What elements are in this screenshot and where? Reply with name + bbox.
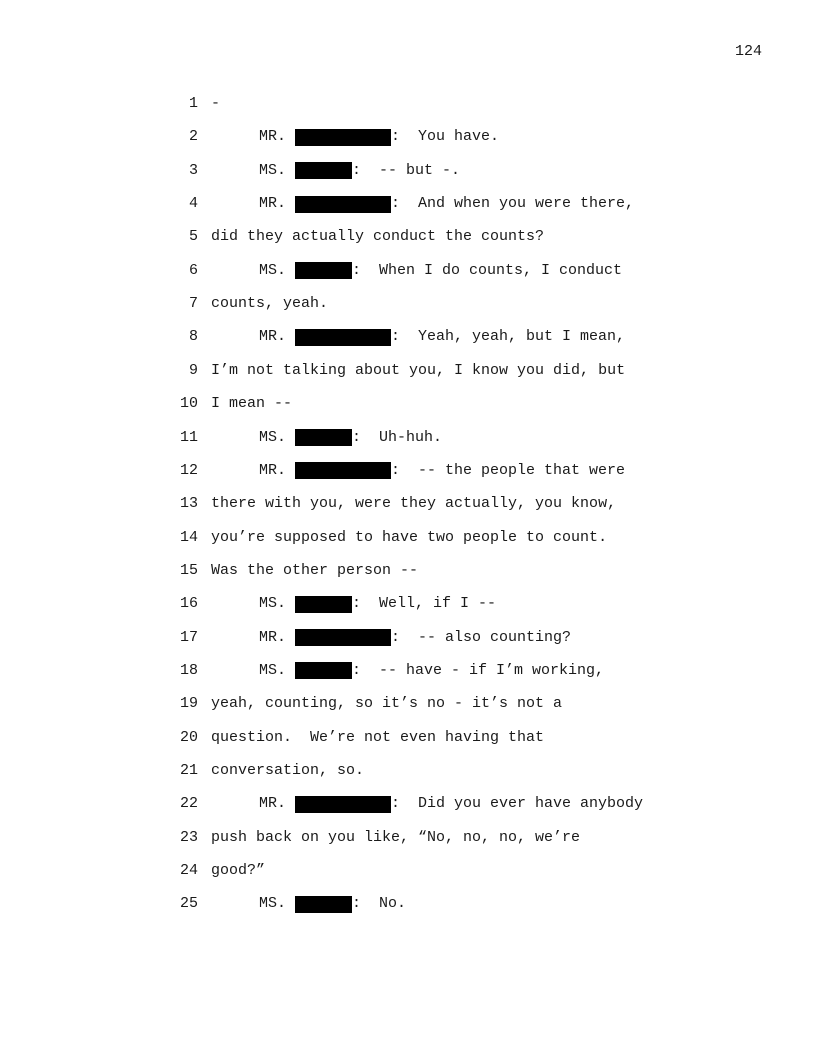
- line-text: [211, 495, 616, 513]
- text-segment: yeah, counting, so it’s no - it’s not a: [211, 695, 563, 713]
- line-number: 19: [179, 695, 198, 713]
- line-text: [259, 662, 604, 680]
- line-text: [259, 595, 496, 613]
- line-text: [259, 462, 625, 480]
- transcript-line: [0, 862, 816, 880]
- transcript-line: [0, 829, 816, 847]
- transcript-line: [0, 395, 816, 413]
- transcript-line: [0, 162, 816, 180]
- line-text: [259, 128, 499, 146]
- transcript-line: [0, 362, 816, 380]
- text-segment: : No.: [352, 895, 407, 913]
- line-text: [211, 695, 562, 713]
- text-segment: MR.: [259, 461, 296, 479]
- transcript-line: [0, 462, 816, 480]
- text-segment: MS.: [259, 261, 296, 279]
- line-number: 23: [179, 828, 198, 846]
- redaction-box: [295, 596, 352, 613]
- line-number: 24: [179, 862, 198, 880]
- line-number: 18: [179, 661, 198, 679]
- transcript-line: [0, 95, 816, 113]
- line-text: [211, 295, 328, 313]
- text-segment: MR.: [259, 795, 296, 813]
- line-number: 16: [179, 595, 198, 613]
- line-number: 17: [179, 628, 198, 646]
- line-text: [259, 795, 643, 813]
- line-number: 25: [179, 895, 198, 913]
- transcript-line: [0, 662, 816, 680]
- text-segment: good?”: [211, 862, 266, 880]
- line-number: 3: [188, 161, 198, 179]
- text-segment: counts, yeah.: [211, 295, 329, 313]
- text-segment: did they actually conduct the counts?: [211, 228, 545, 246]
- text-segment: : -- the people that were: [391, 461, 626, 479]
- line-number: 6: [188, 261, 198, 279]
- text-segment: : Yeah, yeah, but I mean,: [391, 328, 626, 346]
- transcript-line: [0, 328, 816, 346]
- line-number: 2: [188, 128, 198, 146]
- text-segment: MR.: [259, 628, 296, 646]
- line-text: [211, 562, 418, 580]
- text-segment: MS.: [259, 595, 296, 613]
- line-text: [259, 328, 625, 346]
- transcript-line: [0, 495, 816, 513]
- text-segment: : When I do counts, I conduct: [352, 261, 623, 279]
- transcript-line: [0, 895, 816, 913]
- line-text: [259, 629, 571, 647]
- line-number: 15: [179, 561, 198, 579]
- text-segment: : Well, if I --: [352, 595, 497, 613]
- line-text: [211, 862, 265, 880]
- redaction-box: [295, 196, 391, 213]
- transcript-line: [0, 695, 816, 713]
- transcript-line: [0, 795, 816, 813]
- text-segment: Was the other person --: [211, 561, 419, 579]
- transcript-line: [0, 529, 816, 547]
- text-segment: conversation, so.: [211, 762, 365, 779]
- line-number: 12: [179, 461, 198, 479]
- text-segment: : Did you ever have anybody: [391, 795, 644, 813]
- line-number: 10: [179, 395, 198, 413]
- text-segment: you’re supposed to have two people to count.: [211, 528, 608, 546]
- line-number: 1: [188, 95, 198, 112]
- text-segment: : -- but -.: [352, 161, 461, 179]
- text-segment: I’m not talking about you, I know you did, but: [211, 361, 626, 379]
- line-number: 13: [179, 495, 198, 513]
- text-segment: : -- also counting?: [391, 628, 572, 646]
- redaction-box: [295, 662, 352, 679]
- transcript-line: [0, 228, 816, 246]
- line-text: [211, 228, 544, 246]
- transcript-line: [0, 729, 816, 747]
- redaction-box: [295, 896, 352, 913]
- line-text: [259, 429, 442, 447]
- line-text: [211, 529, 607, 547]
- text-segment: MS.: [259, 895, 296, 913]
- line-text: [211, 362, 625, 380]
- transcript-line: [0, 762, 816, 780]
- line-number: 14: [179, 528, 198, 546]
- line-number: 8: [188, 328, 198, 346]
- line-number: 5: [188, 228, 198, 246]
- transcript-line: [0, 562, 816, 580]
- line-number: 22: [179, 795, 198, 813]
- redaction-box: [295, 429, 352, 446]
- text-segment: : You have.: [391, 128, 500, 146]
- line-text: [259, 895, 406, 913]
- text-segment: -: [211, 95, 221, 112]
- redaction-box: [295, 796, 391, 813]
- transcript-line: [0, 295, 816, 313]
- line-text: [211, 95, 220, 113]
- redaction-box: [295, 162, 352, 179]
- text-segment: push back on you like, “No, no, no, we’re: [211, 828, 581, 846]
- text-segment: : -- have - if I’m working,: [352, 661, 605, 679]
- line-text: [211, 829, 580, 847]
- line-text: [259, 162, 460, 180]
- redaction-box: [295, 329, 391, 346]
- text-segment: MR.: [259, 195, 296, 213]
- redaction-box: [295, 462, 391, 479]
- text-segment: MS.: [259, 661, 296, 679]
- line-text: [211, 395, 292, 413]
- line-number: 9: [188, 361, 198, 379]
- transcript-line: [0, 629, 816, 647]
- transcript-line: [0, 262, 816, 280]
- redaction-box: [295, 262, 352, 279]
- line-number: 4: [188, 195, 198, 213]
- transcript-line: [0, 195, 816, 213]
- text-segment: MS.: [259, 428, 296, 446]
- redaction-box: [295, 129, 391, 146]
- line-number: 11: [179, 428, 198, 446]
- transcript-line: [0, 595, 816, 613]
- text-segment: MR.: [259, 128, 296, 146]
- text-segment: MS.: [259, 161, 296, 179]
- text-segment: there with you, were they actually, you know,: [211, 495, 617, 513]
- transcript-line: [0, 429, 816, 447]
- text-segment: : And when you were there,: [391, 195, 635, 213]
- line-number: 7: [188, 295, 198, 313]
- line-number: 20: [179, 728, 198, 746]
- line-number: 21: [179, 762, 198, 779]
- line-text: [211, 762, 364, 780]
- text-segment: I mean --: [211, 395, 293, 413]
- line-text: [259, 262, 622, 280]
- page-number: 124: [734, 43, 762, 60]
- text-segment: : Uh-huh.: [352, 428, 443, 446]
- line-text: [211, 729, 544, 747]
- redaction-box: [295, 629, 391, 646]
- transcript-line: [0, 128, 816, 146]
- line-text: [259, 195, 634, 213]
- text-segment: MR.: [259, 328, 296, 346]
- text-segment: question. We’re not even having that: [211, 728, 545, 746]
